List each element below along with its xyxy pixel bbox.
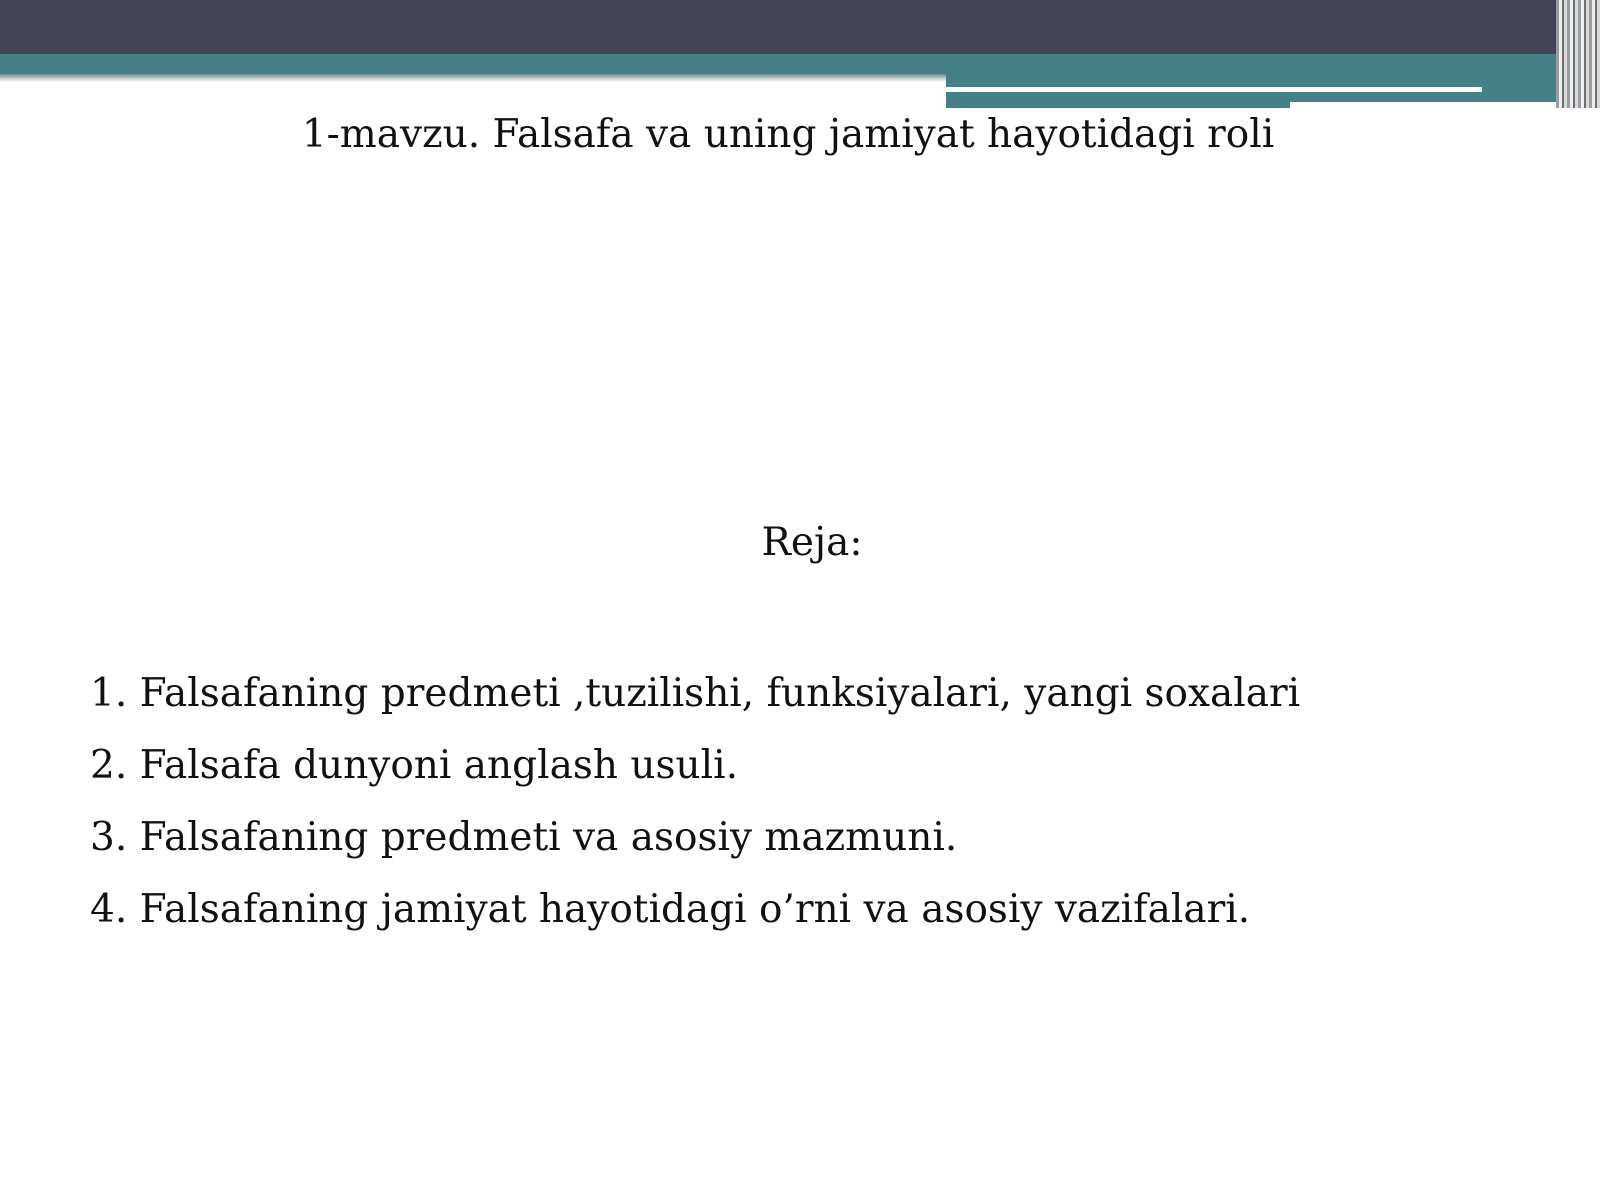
plan-list	[90, 658, 1490, 946]
plan-item: 2. Falsafa dunyoni anglash usuli.	[90, 743, 738, 788]
plan-item: 4. Falsafaning jamiyat hayotidagi o’rni va asosiy vazifalari.	[90, 887, 1251, 932]
slide-title: 1-mavzu. Falsafa va uning jamiyat hayotidagi roli	[301, 112, 1275, 157]
plan-heading: Reja:	[761, 520, 863, 565]
header-dark-band	[0, 0, 1600, 54]
header-accent-line	[946, 87, 1482, 92]
header-teal-band	[0, 54, 1600, 74]
header-shadow	[0, 74, 946, 82]
plan-item: 1. Falsafaning predmeti ,tuzilishi, funksiyalari, yangi soxalari	[90, 671, 1301, 716]
plan-item: 3. Falsafaning predmeti va asosiy mazmuni.	[90, 815, 958, 860]
header-edge-stripes	[1556, 0, 1600, 108]
